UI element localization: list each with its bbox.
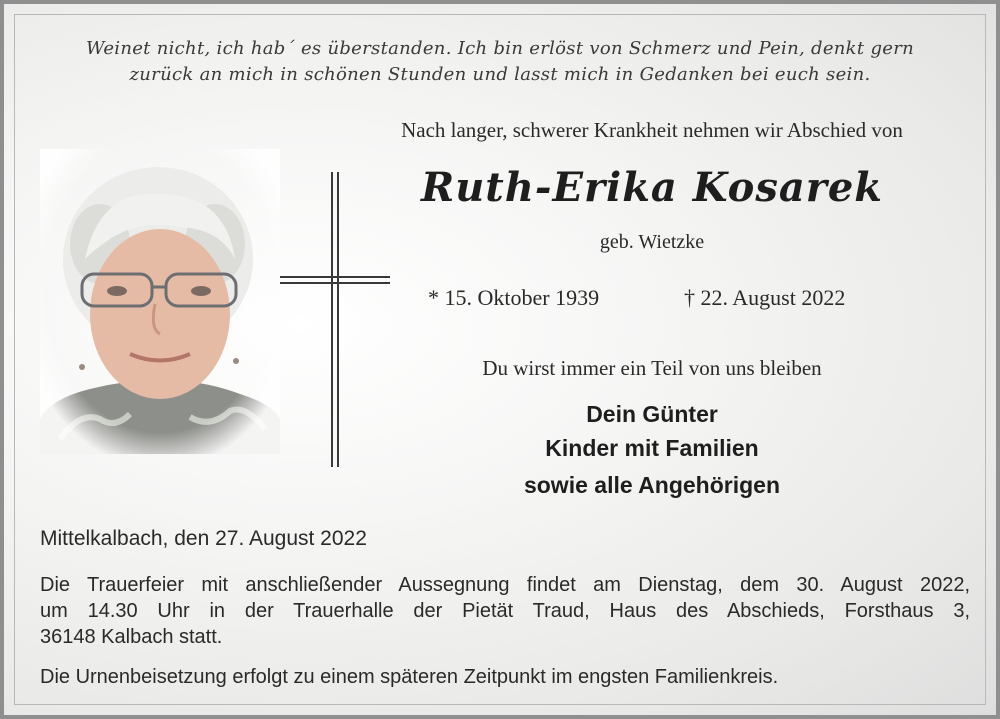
portrait-photo [40,149,280,454]
signature-line: Kinder mit Familien [545,435,759,461]
ceremony-info [40,572,970,650]
ceremony-line-2: um 14.30 Uhr in der Trauerhalle der Pietät Traud, Haus des Abschieds, Forsthaus 3, [40,600,970,622]
maiden-name: geb. Wietzke [599,231,705,253]
signature-line: sowie alle Angehörigen [523,472,781,498]
place-date: Mittelkalbach, den 27. August 2022 [40,527,367,550]
birth-date: * 15. Oktober 1939 [428,285,600,310]
verse [34,36,966,88]
signature-line: Dein Günter [586,401,718,427]
ceremony-line-3: 36148 Kalbach statt. [40,626,223,648]
death-date: † 22. August 2022 [684,285,846,310]
verse-line-2: zurück an mich in schönen Stunden und lasst mich in Gedanken bei euch sein. [129,64,871,85]
deceased-name: Ruth-Erika Kosarek [420,164,884,211]
intro-text: Nach langer, schwerer Krankheit nehmen wir Abschied von [401,118,903,142]
urn-burial-note: Die Urnenbeisetzung erfolgt zu einem späteren Zeitpunkt im engsten Familienkreis. [40,666,779,688]
verse-line-1: Weinet nicht, ich hab´ es überstanden. Ich bin erlöst von Schmerz und Pein, denkt gern [85,38,915,59]
ceremony-line-1: Die Trauerfeier mit anschließender Aussegnung findet am Dienstag, dem 30. August 2022, [40,574,970,596]
motto: Du wirst immer ein Teil von uns bleiben [482,356,822,380]
